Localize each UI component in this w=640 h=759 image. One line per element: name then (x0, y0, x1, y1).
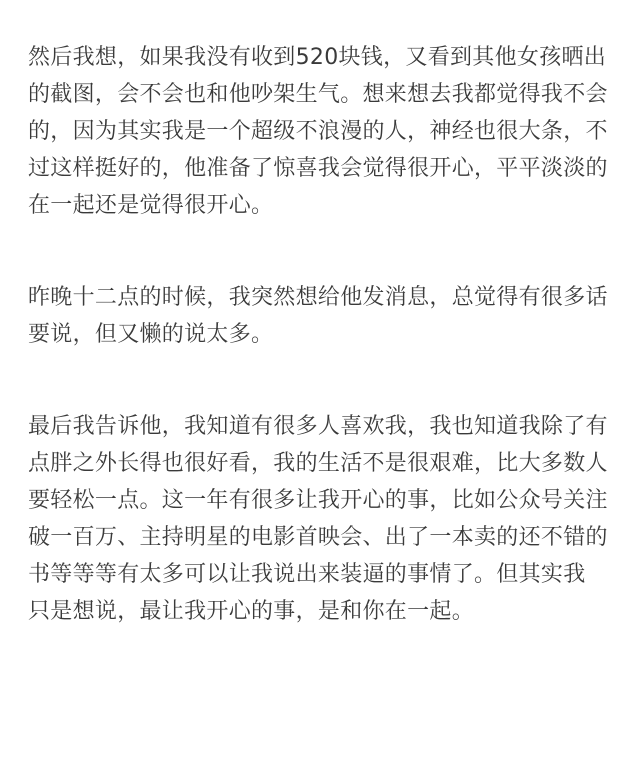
text-line: 最后我告诉他，我知道有很多人喜欢我，我也知道我除了有 (28, 414, 608, 439)
text-line: 要说，但又懒的说太多。 (28, 322, 274, 347)
text-line: 过这样挺好的，他准备了惊喜我会觉得很开心，平平淡淡的 (28, 156, 608, 181)
paragraph-spacer (28, 353, 620, 408)
text-line: 在一起还是觉得很开心。 (28, 193, 274, 218)
paragraph-spacer (28, 224, 620, 279)
text-line: 只是想说，最让我开心的事，是和你在一起。 (28, 599, 475, 624)
text-line: 点胖之外长得也很好看，我的生活不是很艰难，比大多数人 (28, 451, 608, 476)
text-line: 书等等等有太多可以让我说出来装逼的事情了。但其实我 (28, 562, 586, 587)
text-line: 的截图，会不会也和他吵架生气。想来想去我都觉得我不会 (28, 82, 608, 107)
text-line: 要轻松一点。这一年有很多让我开心的事，比如公众号关注 (28, 488, 608, 513)
paragraph (28, 279, 620, 353)
text-line: 的，因为其实我是一个超级不浪漫的人，神经也很大条，不 (28, 119, 608, 144)
paragraph (28, 39, 620, 224)
paragraph (28, 408, 620, 630)
text-line: 昨晚十二点的时候，我突然想给他发消息，总觉得有很多话 (28, 285, 608, 310)
text-line: 破一百万、主持明星的电影首映会、出了一本卖的还不错的 (28, 525, 608, 550)
text-line: 然后我想，如果我没有收到520块钱，又看到其他女孩晒出 (28, 45, 607, 70)
